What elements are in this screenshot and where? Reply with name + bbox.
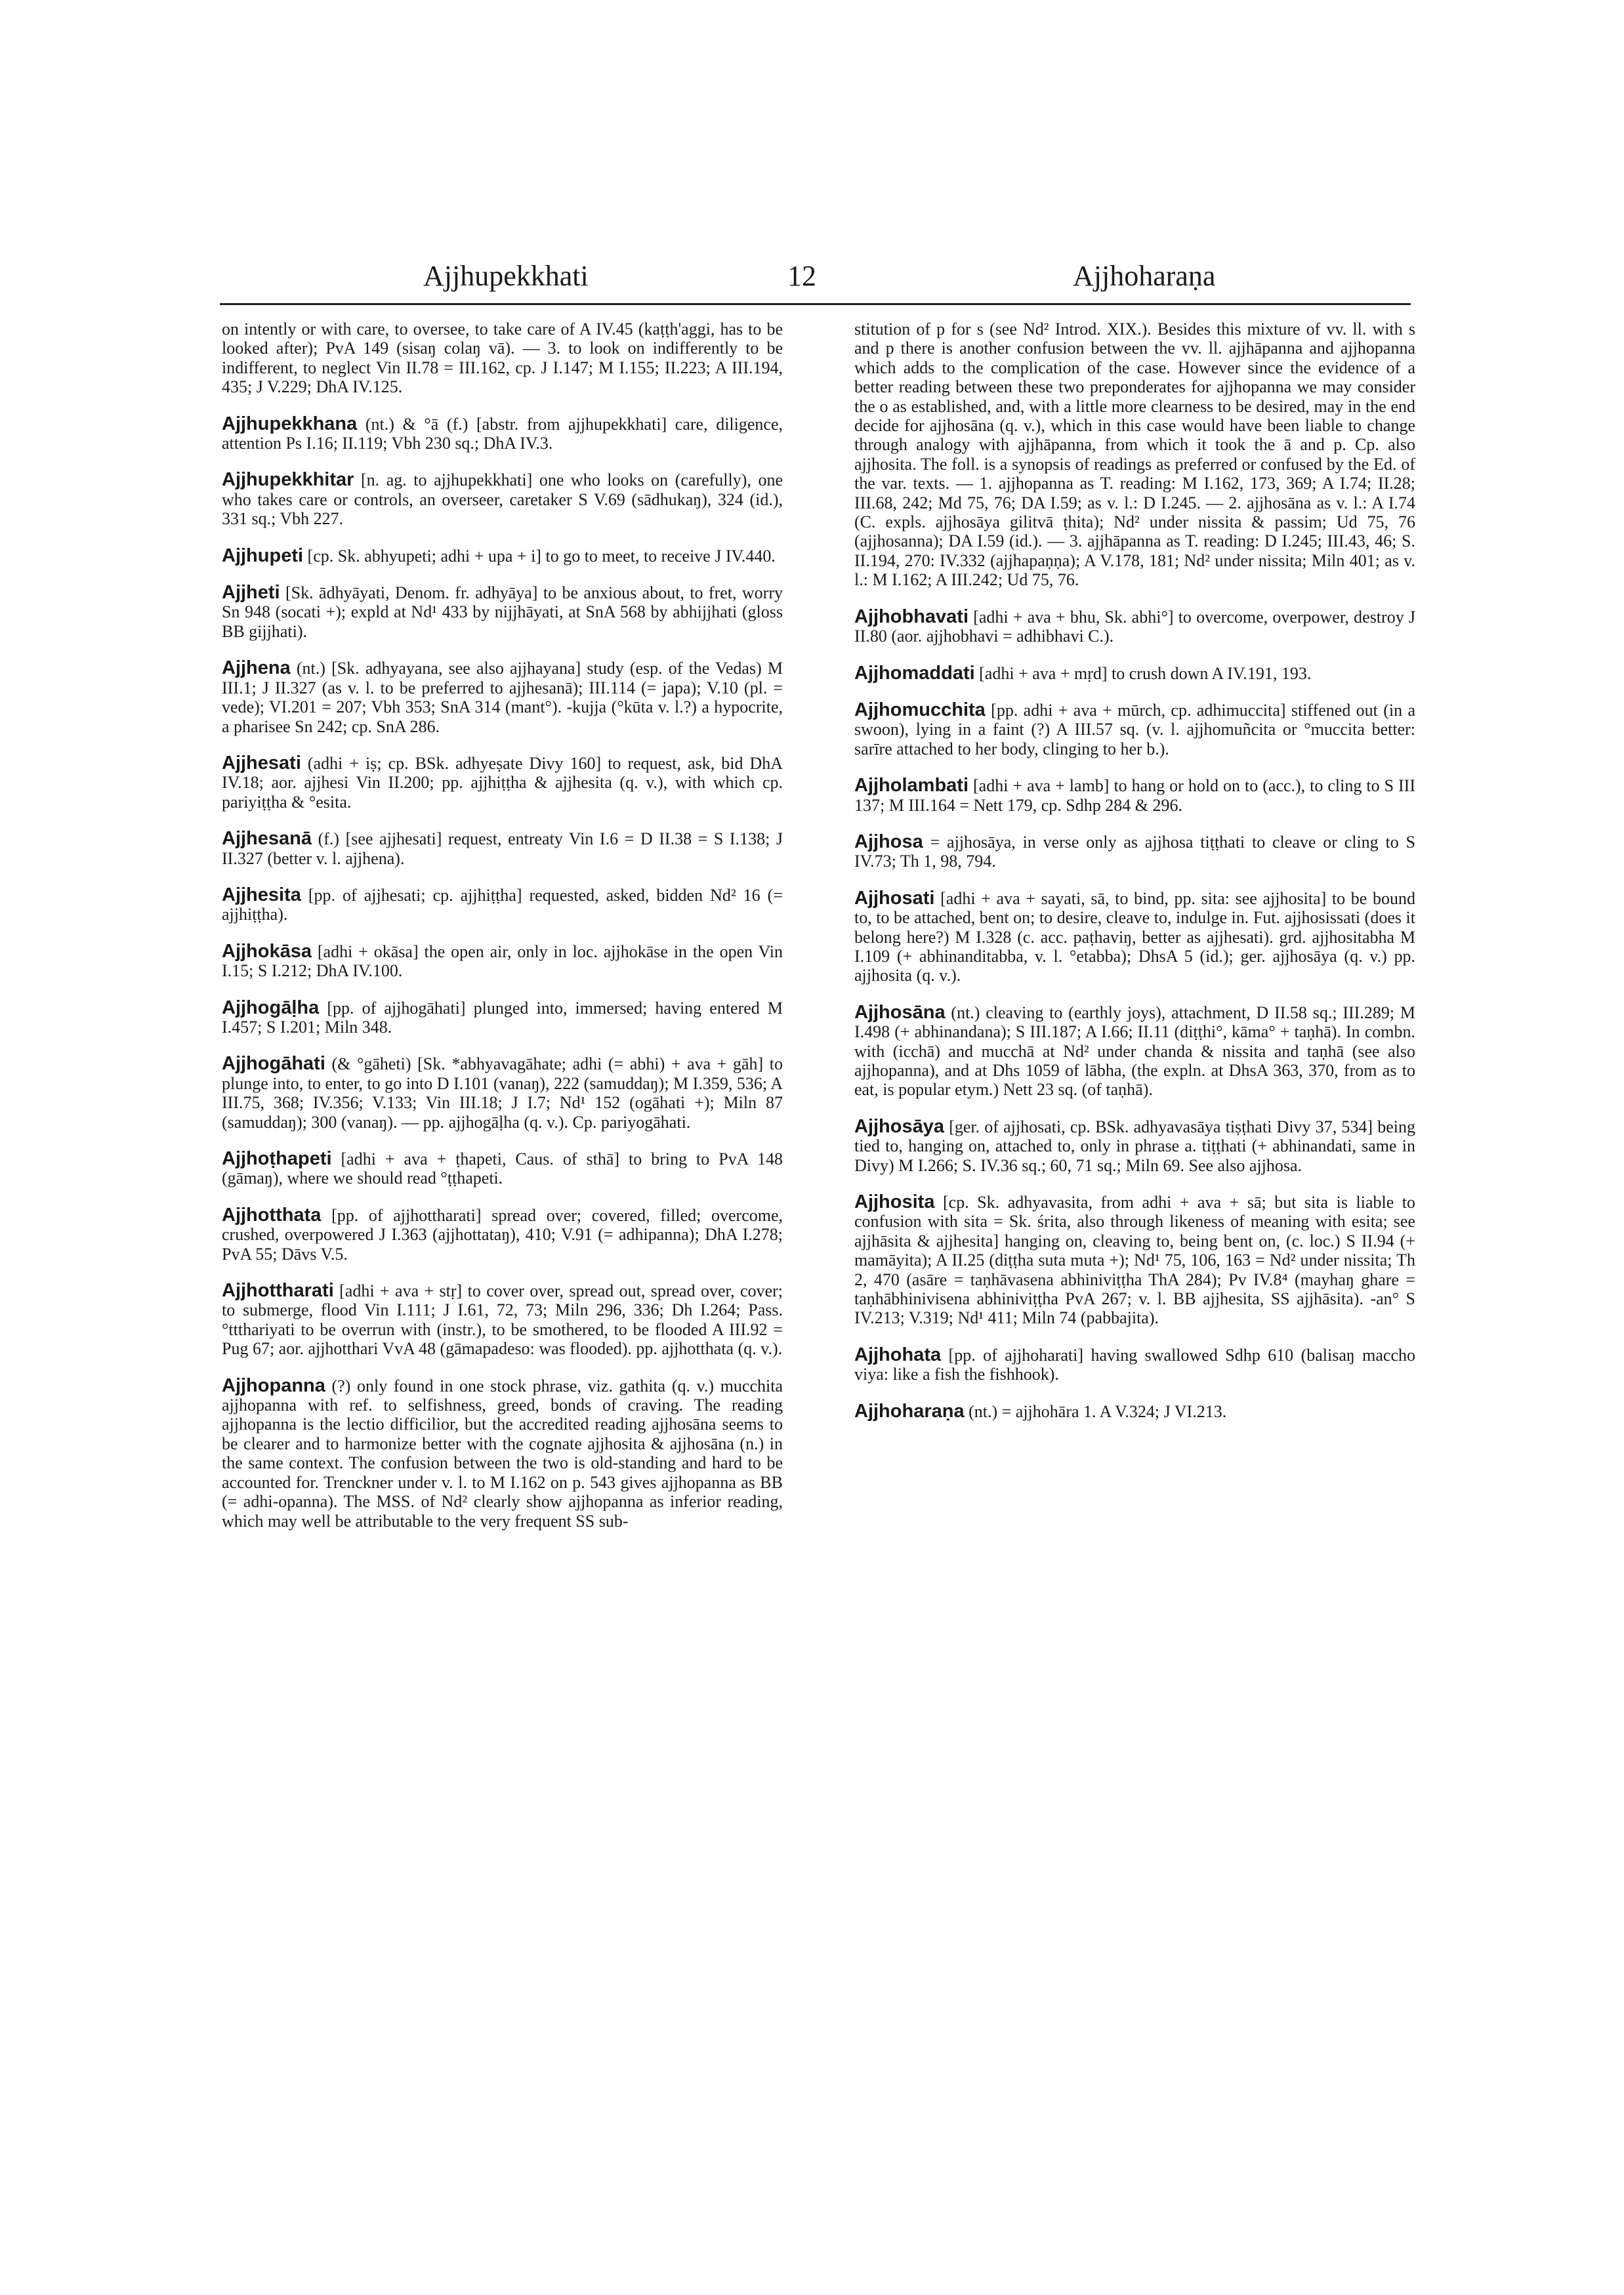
entry-definition: [cp. Sk. abhyupeti; adhi + upa + i] to go to meet, to receive J IV.440. <box>307 546 776 566</box>
entry-headword: Ajjhokāsa <box>222 940 312 962</box>
dictionary-entry <box>222 886 783 924</box>
entry-headword: Ajjhupekkhitar <box>222 469 354 491</box>
entry-definition: [adhi + ava + lamb] to hang or hold on to (acc.), to cling to S III 137; M III.164 = Nett 179, cp. Sdhp 284 & 296. <box>854 776 1416 815</box>
entry-headword: Ajjhosa <box>854 831 923 852</box>
entry-headword: Ajjheti <box>222 582 280 604</box>
dictionary-entry <box>222 999 783 1037</box>
entry-definition: [adhi + ava + mṛd] to crush down A IV.191, 193. <box>979 663 1312 683</box>
entry-headword: Ajjhobhavati <box>854 606 969 627</box>
entry-definition: (nt.) = ajjhohāra 1. A V.324; J VI.213. <box>968 1401 1227 1421</box>
entry-definition: [adhi + ava + ṭhapeti, Caus. of sthā] to bring to PvA 148 (gāmaŋ), where we should read °ṭṭhapeti. <box>222 1149 783 1188</box>
entry-definition: = ajjhosāya, in verse only as ajjhosa tiṭṭhati to cleave or cling to S IV.73; Th 1, 98, 794. <box>854 832 1416 871</box>
entry-definition: stitution of p for s (see Nd² Introd. XIX.). Besides this mixture of vv. ll. with s and p there is another confusion between the vv. ll. ajjhāpanna and ajjhopanna which adds to the complication of the case. However since the evidence of a better reading between these two preponderates for ajjhopanna we may consider the o as established, and, with a little more clearness to be desired, may in the end decide for ajjhosāna (q. v.), which in this case would have been liable to change through analogy with ajjhāpanna, from which it took the ā and p. Cp. also ajjhosita. The foll. is a synopsis of readings as preferred or confused by the Ed. of the var. texts. — 1. ajjhopanna as T. reading: M I.162, 173, 369; A I.74; II.28; III.68, 242; Md 75, 76; DA I.59; as v. l.: D I.245. — 2. ajjhosāna as v. l.: A I.74 (C. expls. ajjhosāya gilitvā ṭhita); Nd² under nissita & passim; Ud 75, 76 (ajjhosanna); DA I.59 (id.). — 3. ajjhāpanna as T. reading: D I.245; III.43, 46; S. II.194, 270: IV.332 (ajjhapaṇṇa); A V.178, 181; Nd² under nissita; Miln 401; as v. l.: M I.162; A III.242; Ud 75, 76. <box>854 320 1415 590</box>
entry-definition: (f.) [see ajjhesati] request, entreaty Vin I.6 = D II.38 = S I.138; J II.327 (better v. l. ajjhena). <box>222 829 783 868</box>
header-rule <box>220 303 1411 305</box>
entry-definition: [adhi + ava + bhu, Sk. abhi°] to overcome, overpower, destroy J II.80 (aor. ajjhobhavi = adhibhavi C.). <box>854 607 1416 646</box>
entry-definition: [pp. of ajjhottharati] spread over; covered, filled; overcome, crushed, overpowered J I.363 (ajjhottataŋ), 410; V.91 (= adhipanna); DhA I.278; PvA 55; Dāvs V.5. <box>222 1205 783 1264</box>
entry-definition: (nt.) cleaving to (earthly joys), attachment, D II.58 sq.; III.289; M I.498 (+ abhinandana); S III.187; A I.66; II.11 (diṭṭhi°, kāma° + taṇhā). In combn. with (icchā) and mucchā at Nd² under chanda & nissita and taṇhā (see also ajjhopanna), and at Dhs 1059 of lābha, (the expln. at DhsA 363, 370, from as to eat, is popular etym.) Nett 23 sq. (of taṇhā). <box>854 1003 1415 1100</box>
entry-headword: Ajjhosāna <box>854 1001 946 1023</box>
entry-headword: Ajjhesati <box>222 752 301 774</box>
entry-headword: Ajjhosita <box>854 1191 935 1213</box>
dictionary-entry <box>222 1206 783 1264</box>
entry-definition: [pp. of ajjhogāhati] plunged into, immersed; having entered M I.457; S I.201; Miln 348. <box>222 998 783 1037</box>
dictionary-entry <box>854 1003 1415 1100</box>
dictionary-entry <box>222 415 783 453</box>
page-number: 12 <box>787 260 816 292</box>
entry-definition: (?) only found in one stock phrase, viz. gathita (q. v.) mucchita ajjhopanna with ref. to selfishness, greed, bonds of craving. The reading ajjhopanna is the lectio difficilior, but the accredited reading ajjhosāna seems to be clearer and to harmonize better with the cognate ajjhosita & ajjhosāna (n.) in the same context. The confusion between the two is old-standing and hard to be accounted for. Trenckner under v. l. to M I.162 on p. 543 gives ajjhopanna as BB (= adhi-opanna). The MSS. of Nd² clearly show ajjhopanna as inferior reading, which may well be attributable to the very frequent SS sub- <box>222 1376 783 1531</box>
dictionary-entry <box>854 1402 1415 1421</box>
left-column <box>222 320 783 1548</box>
entry-headword: Ajjhosati <box>854 887 935 909</box>
entry-definition: [adhi + ava + stṛ] to cover over, spread out, spread over, cover; to submerge, flood Vin I.111; J I.61, 72, 73; Miln 296, 336; Dh I.264; Pass. °ttthariyati to be overrun with (instr.), to be smothered, to be flooded A III.92 = Pug 67; aor. ajjhotthari VvA 48 (gāmapadeso: was flooded). pp. ajjhotthata (q. v.). <box>222 1281 783 1359</box>
dictionary-entry <box>854 701 1415 758</box>
dictionary-entry <box>222 1281 783 1359</box>
dictionary-entry <box>854 1346 1415 1384</box>
entry-headword: Ajjhupekkhana <box>222 413 358 434</box>
dictionary-entry <box>854 833 1415 871</box>
entry-definition: [adhi + okāsa] the open air, only in loc. ajjhokāse in the open Vin I.15; S I.212; DhA IV.100. <box>222 941 783 981</box>
entry-definition: (nt.) [Sk. adhyayana, see also ajjhayana] study (esp. of the Vedas) M III.1; J II.327 (as v. l. to be preferred to ajjhesanā); III.114 (= japa); V.10 (pl. = vede); VI.201 = 207; Vbh 353; SnA 314 (mant°). -kujja (°kūta v. l.?) a hypocrite, a pharisee Sn 242; cp. SnA 286. <box>222 659 783 736</box>
dictionary-entry <box>222 754 783 812</box>
dictionary-entry <box>854 1117 1415 1175</box>
dictionary-entry <box>854 1193 1415 1328</box>
entry-headword: Ajjhoharaṇa <box>854 1400 965 1422</box>
entry-headword: Ajjhomaddati <box>854 662 975 684</box>
dictionary-entry <box>222 1054 783 1132</box>
dictionary-entry <box>222 470 783 528</box>
entry-headword: Ajjhesanā <box>222 828 312 850</box>
entry-definition: [pp. of ajjhoharati] having swallowed Sdhp 610 (balisaŋ maccho viya: like a fish the fishhook). <box>854 1345 1415 1384</box>
entry-headword: Ajjhosāya <box>854 1115 944 1137</box>
entry-headword: Ajjhomucchita <box>854 699 986 720</box>
entry-headword: Ajjhesita <box>222 884 301 905</box>
entry-headword: Ajjhohata <box>854 1344 942 1365</box>
entry-definition: [pp. of ajjhesati; cp. ajjhiṭṭha] requested, asked, bidden Nd² 16 (= ajjhiṭṭha). <box>222 885 783 924</box>
dictionary-entry <box>222 829 783 868</box>
entry-definition: (& °gāheti) [Sk. *abhyavagāhate; adhi (= abhi) + ava + gāh] to plunge into, to enter, to go into D I.101 (vanaŋ), 222 (samuddaŋ); M I.359, 536; A III.75, 368; IV.356; V.133; Vin III.18; J I.7; Nd¹ 152 (ogāhati +); Miln 87 (samuddaŋ); 300 (vanaŋ). — pp. ajjhogāḷha (q. v.). Cp. pariyogāhati. <box>222 1054 783 1132</box>
entry-headword: Ajjhogāḷha <box>222 997 320 1018</box>
dictionary-entry <box>854 889 1415 985</box>
dictionary-entry <box>222 547 783 566</box>
left-running-head: Ajjhupekkhati <box>423 260 589 292</box>
dictionary-entry <box>222 942 783 981</box>
entry-definition: [pp. adhi + ava + mūrch, cp. adhimuccita] stiffened out (in a swoon), lying in a faint (?) A III.57 sq. (v. l. ajjhomuñcita or °muccita better: sarīre attached to her body, clinging to her b.). <box>854 700 1416 758</box>
right-column <box>854 320 1415 1439</box>
dictionary-entry <box>854 320 1415 590</box>
entry-headword: Ajjhottharati <box>222 1280 334 1302</box>
dictionary-entry <box>854 664 1415 683</box>
dictionary-entry <box>854 776 1415 815</box>
entry-headword: Ajjhopanna <box>222 1375 325 1396</box>
entry-definition: (nt.) & °ā (f.) [abstr. from ajjhupekkhati] care, diligence, attention Ps I.16; II.119; Vbh 230 sq.; DhA IV.3. <box>222 414 783 453</box>
entry-headword: Ajjhogāhati <box>222 1053 325 1075</box>
entry-definition: [Sk. ādhyāyati, Denom. fr. adhyāya] to be anxious about, to fret, worry Sn 948 (socati +); expld at Nd¹ 433 by nijjhāyati, at SnA 568 by abhijjhati (gloss BB gijjhati). <box>222 583 783 641</box>
entry-headword: Ajjhoṭhapeti <box>222 1148 332 1169</box>
dictionary-entry <box>222 320 783 397</box>
entry-definition: [ger. of ajjhosati, cp. BSk. adhyavasāya tiṣṭhati Divy 37, 534] being tied to, hanging on, attached to, only in phrase a. tiṭṭhati (+ abhinandati, same in Divy) M I.266; S. IV.36 sq.; 60, 71 sq.; Miln 69. See also ajjhosa. <box>854 1117 1416 1175</box>
dictionary-entry <box>222 1376 783 1531</box>
entry-definition: on intently or with care, to oversee, to take care of A IV.45 (kaṭṭh'aggi, has to be looked after); PvA 149 (sisaŋ colaŋ vā). — 3. to look on indifferently to be indifferent, to neglect Vin II.78 = III.162, cp. J I.147; M I.155; II.223; A III.194, 435; J V.229; DhA IV.125. <box>222 320 783 397</box>
entry-headword: Ajjhupeti <box>222 545 304 566</box>
entry-definition: (adhi + iṣ; cp. BSk. adhyeṣate Divy 160] to request, ask, bid DhA IV.18; aor. ajjhesi Vin II.200; pp. ajjhiṭṭha & ajjhesita (q. v.), with which cp. pariyiṭṭha & °esita. <box>222 753 783 812</box>
dictionary-entry <box>222 659 783 736</box>
entry-definition: [cp. Sk. adhyavasita, from adhi + ava + sā; but sita is liable to confusion with sita = Sk. śrita, also through likeness of meaning with esita; see ajjhāsita & ajjhesita] hanging on, cleaving to, being bent on, (c. loc.) S II.94 (+ mamāyita); A II.25 (diṭṭha suta muta +); Nd¹ 75, 106, 163 = Nd² under nissita; Th 2, 470 (asāre = taṇhāvasena abhiniviṭṭha ThA 284); Pv IV.8⁴ (mayhaŋ ghare = taṇhābhinivisena abhiniviṭṭha PvA 267; v. l. BB ajjhesita, SS ajjhāsita). -an° S IV.213; V.319; Nd¹ 411; Miln 74 (pabbajita). <box>854 1193 1415 1328</box>
dictionary-entry <box>222 1149 783 1188</box>
right-running-head: Ajjhoharaṇa <box>1073 260 1216 292</box>
dictionary-entry <box>222 583 783 641</box>
entry-headword: Ajjholambati <box>854 775 969 796</box>
entry-definition: [n. ag. to ajjhupekkhati] one who looks on (carefully), one who takes care or controls, an overseer, caretaker S V.69 (sādhukaŋ), 324 (id.), 331 sq.; Vbh 227. <box>222 470 783 529</box>
dictionary-entry <box>854 608 1415 646</box>
entry-headword: Ajjhena <box>222 657 291 679</box>
entry-definition: [adhi + ava + sayati, sā, to bind, pp. sita: see ajjhosita] to be bound to, to be attached, bent on; to desire, cleave to, indulge in. Fut. ajjhosissati (does it belong here?) M I.328 (c. acc. paṭhaviŋ, better as ajjhesati). grd. ajjhositabha M I.109 (+ abhinanditabba, v. l. °etabba); DhsA 5 (id.); ger. ajjhosāya (q. v.) pp. ajjhosita (q. v.). <box>854 888 1416 985</box>
running-header <box>220 259 1414 305</box>
entry-headword: Ajjhotthata <box>222 1204 322 1226</box>
